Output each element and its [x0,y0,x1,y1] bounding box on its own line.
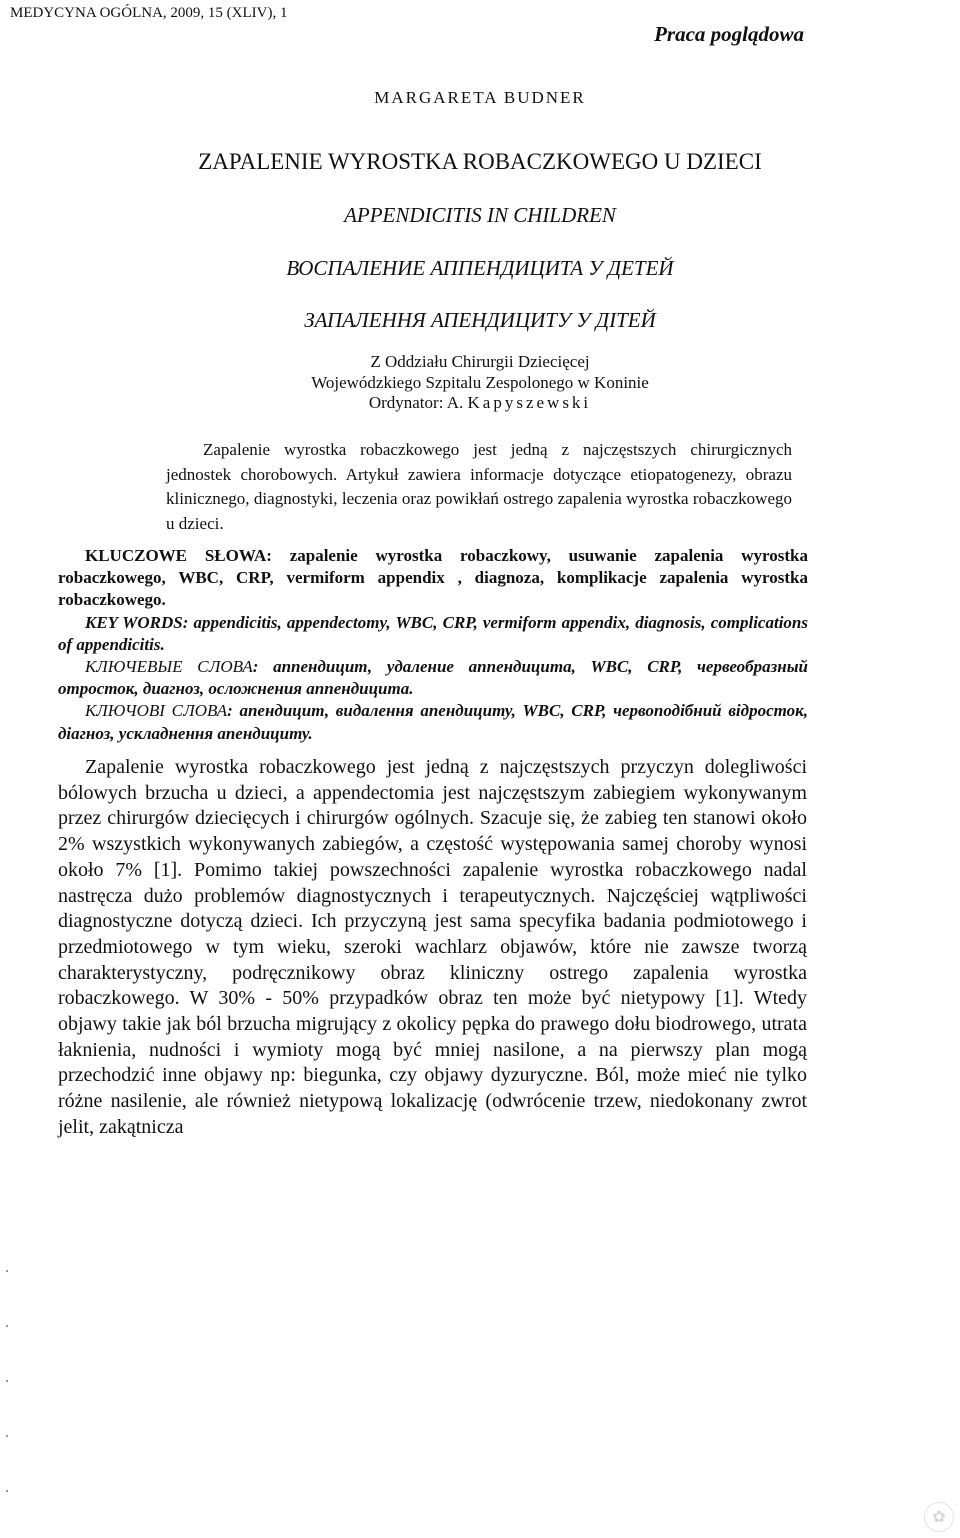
keywords-polish-text: zapalenie wyrostka robaczkowy, usuwanie zapalenia wyrostka robaczkowego, WBC, CRP, vermiform appendix , diagnoza, komplikacje zapalenia wyrostka robaczkowego. [58,546,808,610]
keywords-russian-label: КЛЮЧЕВЫЕ СЛОВА [85,657,253,677]
affiliation-hospital: Wojewódzkiego Szpitalu Zespolonego w Koninie [311,372,649,392]
keywords-russian [58,656,808,700]
affiliation-department: Z Oddziału Chirurgii Dziecięcej [370,352,590,371]
title-english: APPENDICITIS IN CHILDREN [344,203,616,227]
margin-dot [6,1380,8,1382]
keywords-polish-label: KLUCZOWE SŁOWA: [85,546,272,565]
keywords-ukrainian [58,700,808,744]
title-russian: ВОСПАЛЕНИЕ АППЕНДИЦИТА У ДЕТЕЙ [286,256,674,280]
margin-dot [6,1490,8,1492]
keywords-polish [58,545,808,612]
keywords-ukrainian-label: КЛЮЧОВІ СЛОВА [85,701,228,721]
affiliation [0,352,960,414]
head-name: Kapyszewski [467,393,592,412]
author-name: MARGARETA BUDNER [374,88,586,107]
title-ukrainian: ЗАПАЛЕННЯ АПЕНДИЦИТУ У ДІТЕЙ [304,308,656,332]
margin-dot [6,1435,8,1437]
keywords-block [58,545,808,745]
affiliation-head [0,393,960,414]
keywords-english [58,612,808,656]
head-prefix: Ordynator: A. [368,393,468,412]
journal-citation: MEDYCYNA OGÓLNA, 2009, 15 (XLIV), 1 [10,5,288,21]
article-type: Praca poglądowa [654,22,804,46]
abstract: Zapalenie wyrostka robaczkowego jest jedną z najczęstszych chirurgicznych jednostek chorobowych. Artykuł zawiera informacje dotyczące etiopatogenezy, obrazu klinicznego, diagnostyki, leczenia oraz powikłań ostrego zapalenia wyrostka robaczkowego u dzieci. [166,440,792,533]
margin-dot [6,1325,8,1327]
keywords-ukrainian-text: : апендицит, видалення апендициту, WBC, CRP, червоподібний відросток, діагноз, ускладнення апендициту. [58,701,808,743]
keywords-russian-text: : аппендицит, удаление аппендицита, WBC, CRP, червеобразный отросток, диагноз, осложнения аппендицита. [58,657,808,699]
body-paragraph: Zapalenie wyrostka robaczkowego jest jedną z najczęstszych przyczyn dolegliwości bólowych brzucha u dzieci, a appendectomia jest najczęstszym zabiegiem wykonywanym przez chirurgów dziecięcych i chirurgów ogólnych. Szacuje się, że zabieg ten stanowi około 2% wszystkich wykonywanych zabiegów, a częstość występowania samej choroby wynosi około 7% [1]. Pomimo takiej powszechności zapalenie wyrostka robaczkowego nadal nastręcza dużo problemów diagnostycznych i terapeutycznych. Najczęściej wątpliwości diagnostyczne dotyczą dzieci. Ich przyczyną jest sama specyfika badania podmiotowego i przedmiotowego w tym wieku, szeroki wachlarz objawów, które nie zawsze tworzą charakterystyczny, podręcznikowy obraz kliniczny ostrego zapalenia wyrostka robaczkowego. W 30% - 50% przypadków obraz ten może być nietypowy [1]. Wtedy objawy takie jak ból brzucha migrujący z okolicy pępka do prawego dołu biodrowego, utrata łaknienia, nudności i wymioty mogą być mniej nasilone, a na pierwszy plan mogą przechodzić inne objawy np: biegunka, czy objawy dyzuryczne. Ból, może mieć nie tylko różne nasilenie, ale również nietypową lokalizację (odwrócenie trzew, niedokonany zwrot jelit, zakątnicza [58,756,807,1138]
margin-dot [6,1270,8,1272]
title-polish: ZAPALENIE WYROSTKA ROBACZKOWEGO U DZIECI [198,149,762,174]
keywords-english-label: KEY WORDS: [85,612,189,632]
watermark-logo-icon: ✿ [924,1502,954,1532]
keywords-english-text: appendicitis, appendectomy, WBC, CRP, vermiform appendix, diagnosis, complications of appendicitis. [58,612,808,654]
